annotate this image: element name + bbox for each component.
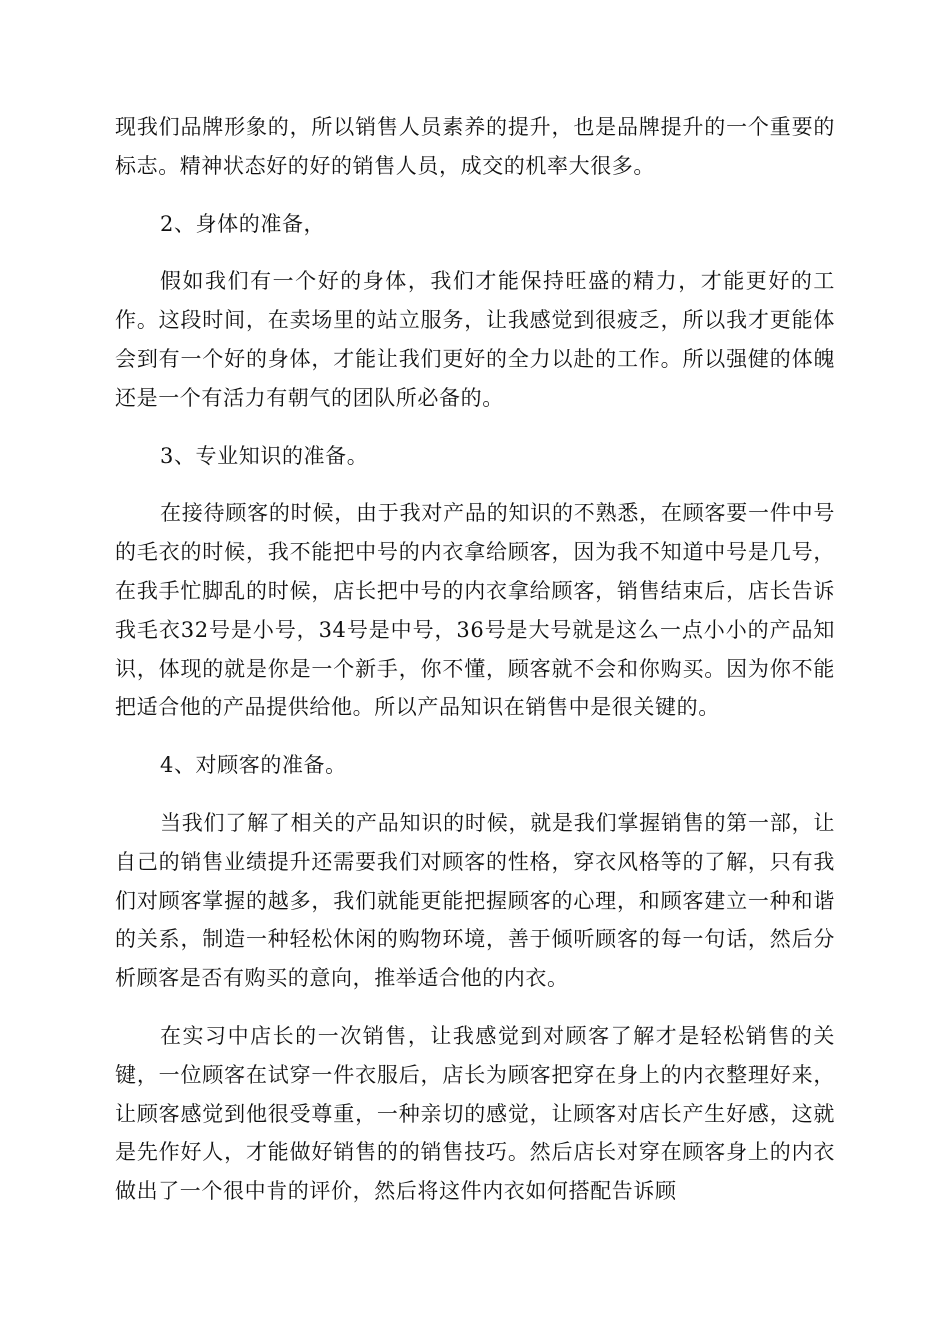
paragraph-brand-image: 现我们品牌形象的，所以销售人员素养的提升，也是品牌提升的一个重要的标志。精神状态好的好的销售人员，成交的机率大很多。	[115, 115, 835, 178]
heading-product-knowledge: 3、专业知识的准备。	[160, 443, 369, 468]
document-body	[115, 108, 835, 1211]
paragraph-customer-preparation: 当我们了解了相关的产品知识的时候，就是我们掌握销售的第一部，让自己的销售业绩提升还需要我们对顾客的性格，穿衣风格等的了解，只有我们对顾客掌握的越多，我们就能更能把握顾客的心理，和顾客建立一种和谐的关系，制造一种轻松休闲的购物环境，善于倾听顾客的每一句话，然后分析顾客是否有购买的意向，推举适合他的内衣。	[115, 810, 835, 991]
heading-physical-preparation: 2、身体的准备，	[160, 211, 326, 236]
paragraph-physical-preparation: 假如我们有一个好的身体，我们才能保持旺盛的精力，才能更好的工作。这段时间，在卖场里的站立服务，让我感觉到很疲乏，所以我才更能体会到有一个好的身体，才能让我们更好的全力以赴的工作。所以强健的体魄还是一个有活力有朝气的团队所必备的。	[115, 269, 835, 410]
paragraph-store-manager-sale: 在实习中店长的一次销售，让我感觉到对顾客了解才是轻松销售的关键，一位顾客在试穿一件衣服后，店长为顾客把穿在身上的内衣整理好来，让顾客感觉到他很受尊重，一种亲切的感觉，让顾客对店长产生好感，这就是先作好人，才能做好销售的的销售技巧。然后店长对穿在顾客身上的内衣做出了一个很中肯的评价，然后将这件内衣如何搭配告诉顾	[115, 1023, 835, 1204]
heading-customer-preparation: 4、对顾客的准备。	[160, 753, 347, 778]
paragraph-product-knowledge: 在接待顾客的时候，由于我对产品的知识的不熟悉，在顾客要一件中号的毛衣的时候，我不能把中号的内衣拿给顾客，因为我不知道中号是几号，在我手忙脚乱的时候，店长把中号的内衣拿给顾客，销售结束后，店长告诉我毛衣32号是小号，34号是中号，36号是大号就是这么一点小小的产品知识，体现的就是你是一个新手，你不懂，顾客就不会和你购买。因为你不能把适合他的产品提供给他。所以产品知识在销售中是很关键的。	[115, 501, 835, 720]
